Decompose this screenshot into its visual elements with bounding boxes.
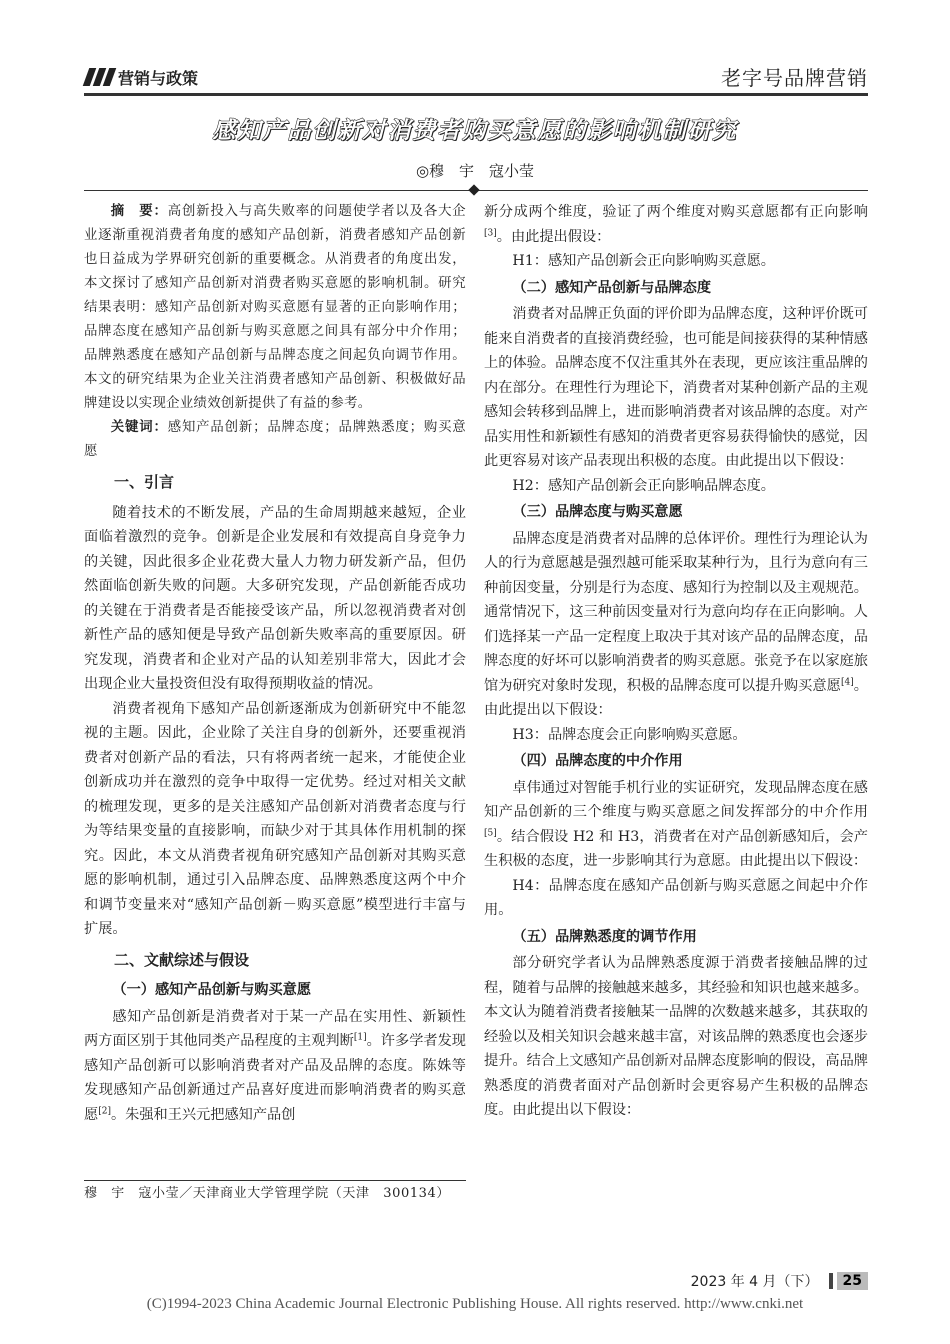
heading-section-3: （三）品牌态度与购买意愿 — [512, 504, 683, 520]
left-column — [84, 200, 466, 1127]
abstract-text: 高创新投入与高失败率的问题使学者以及各大企业逐渐重视消费者角度的感知产品创新，消费者感知产品创新也日益成为学界研究创新的重要概念。从消费者的角度出发，本文探讨了感知产品创新对消费者购买意愿的影响机制。研究结果表明：感知产品创新对购买意愿有显著的正向影响作用；品牌态度在感知产品创新与购买意愿之间具有部分中介作用；品牌熟悉度在感知产品创新与品牌态度之间起负向调节作用。本文的研究结果为企业关注消费者感知产品创新、积极做好品牌建设以实现企业绩效创新提供了有益的参考。 — [84, 204, 466, 411]
section-4-paragraph: 卓伟通过对智能手机行业的实证研究，发现品牌态度在感知产品创新的三个维度与购买意愿之间发挥部分的中介作用[5]。结合假设 H2 和 H3，消费者在对产品创新感知后，会产生积极的态度，进一步影响其行为意愿。由此提出以下假设： — [484, 779, 868, 869]
heading-section-4: （四）品牌态度的中介作用 — [512, 753, 683, 769]
citation-2[interactable]: [2] — [98, 1105, 111, 1116]
diamond-ornament-icon — [468, 184, 479, 195]
abstract — [84, 200, 466, 464]
column-label: 老字号品牌营销 — [721, 66, 868, 90]
hypothesis-h2: H2：感知产品创新会正向影响品牌态度。 — [512, 477, 775, 494]
section-1-paragraph: 感知产品创新是消费者对于某一产品在实用性、新颖性两方面区别于其他同类产品程度的主观判断[1]。许多学者发现感知产品创新可以影响消费者对产品及品牌的态度。陈姝等发现感知产品创新通过产品喜好度进而影响消费者的购买意愿[2]。朱强和王兴元把感知产品创 — [84, 1008, 466, 1123]
section-3-paragraph: 品牌态度是消费者对品牌的总体评价。理性行为理论认为人的行为意愿越是强烈越可能采取某种行为，且行为意向有三种前因变量，分别是行为态度、感知行为控制以及主观规范。通常情况下，这三种前因变量对行为意向均存在正向影响。人们选择某一产品一定程度上取决于其对该产品的品牌态度，品牌态度的好坏可以影响消费者的购买意愿。张竞予在以家庭旅馆为研究对象时发现，积极的品牌态度可以提升购买意愿[4]。由此提出以下假设： — [484, 530, 868, 718]
header-rule — [84, 93, 868, 96]
right-column — [484, 200, 868, 1123]
section-5-paragraph: 部分研究学者认为品牌熟悉度源于消费者接触品牌的过程，随着与品牌的接触越来越多，其经验和知识也越来越多。本文认为随着消费者接触某一品牌的次数越来越多，其获取的经验以及相关知识会越来越丰富，对该品牌的熟悉度也会逐步提升。结合上文感知产品创新对品牌态度影响的假设，高品牌熟悉度的消费者面对产品创新时会更容易产生积极的品牌态度。由此提出以下假设： — [484, 955, 868, 1118]
hypothesis-h4: H4：品牌态度在感知产品创新与购买意愿之间起中介作用。 — [484, 877, 868, 918]
page-number: 25 — [837, 1272, 868, 1290]
section-2-paragraph: 消费者对品牌正负面的评价即为品牌态度，这种评价既可能来自消费者的直接消费经验，也可能是间接获得的某种情感上的体验。品牌态度不仅注重其外在表现，更应该注重品牌的内在部分。在理性行为理论下，消费者对某种创新产品的主观感知会转移到品牌上，进而影响消费者对该品牌的态度。对产品实用性和新颖性有感知的消费者更容易获得愉快的感觉，因此更容易对该产品表现出积极的态度。由此提出以下假设： — [484, 306, 868, 469]
hypothesis-h1: H1：感知产品创新会正向影响购买意愿。 — [512, 253, 775, 269]
citation-3[interactable]: [3] — [484, 227, 497, 238]
keywords-label: 关键词： — [110, 420, 168, 435]
running-header — [84, 62, 868, 92]
footnote-rule — [84, 1180, 466, 1181]
section-bars-icon — [84, 68, 114, 86]
hypothesis-h3: H3：品牌态度会正向影响购买意愿。 — [512, 726, 747, 743]
keywords: 感知产品创新；品牌态度；品牌熟悉度；购买意愿 — [84, 420, 466, 459]
page-footer — [691, 1270, 868, 1292]
heading-intro: 一、引言 — [114, 473, 175, 491]
intro-paragraph-1: 随着技术的不断发展，产品的生命周期越来越短，企业面临着激烈的竞争。创新是企业发展和有效提高自身竞争力的关键，因此很多企业花费大量人力物力研发新产品，但仍然面临创新失败的问题。大多研究发现，产品创新能否成功的关键在于消费者是否能接受该产品，所以忽视消费者对创新性产品的感知便是导致产品创新失败率高的重要原因。研究发现，消费者和企业对产品的认知差别非常大，因此才会出现企业大量投资但没有取得预期收益的情况。 — [84, 504, 466, 692]
heading-literature: 二、文献综述与假设 — [114, 950, 250, 969]
section-label: 营销与政策 — [118, 69, 199, 88]
section-1-continued: 新分成两个维度，验证了两个维度对购买意愿都有正向影响[3]。由此提出假设： — [484, 204, 868, 245]
author-affiliation: 穆 宇 寇小莹／天津商业大学管理学院（天津 300134） — [84, 1186, 451, 1201]
citation-5[interactable]: [5] — [484, 827, 497, 838]
heading-section-5: （五）品牌熟悉度的调节作用 — [512, 928, 697, 945]
citation-1[interactable]: [1] — [353, 1032, 367, 1043]
heading-section-2: （二）感知产品创新与品牌态度 — [512, 279, 712, 296]
copyright-notice: (C)1994-2023 China Academic Journal Electronic Publishing House. All rights reserved. http://www.cnki.net — [146, 1296, 804, 1312]
abstract-label: 摘 要： — [110, 204, 168, 219]
intro-paragraph-2: 消费者视角下感知产品创新逐渐成为创新研究中不能忽视的主题。因此，企业除了关注自身的创新外，还要重视消费者对创新产品的看法，只有将两者统一起来，才能使企业创新成功并在激烈的竞争中取得一定优势。经过对相关文献的梳理发现，更多的是关注感知产品创新对消费者态度与行为等结果变量的直接影响，而缺少对于其具体作用机制的探究。因此，本文从消费者视角研究感知产品创新对其购买意愿的影响机制，通过引入品牌态度、品牌熟悉度这两个中介和调节变量来对“感知产品创新－购买意愿”模型进行丰富与扩展。 — [84, 700, 466, 937]
heading-section-1: （一）感知产品创新与购买意愿 — [112, 982, 312, 998]
issue-date: 2023 年 4 月（下） — [690, 1274, 819, 1290]
authors: ◎穆 宇 寇小莹 — [415, 162, 535, 180]
citation-4[interactable]: [4] — [840, 676, 854, 687]
article-title: 感知产品创新对消费者购买意愿的影响机制研究 — [212, 118, 738, 144]
footer-bar-icon — [829, 1273, 833, 1289]
